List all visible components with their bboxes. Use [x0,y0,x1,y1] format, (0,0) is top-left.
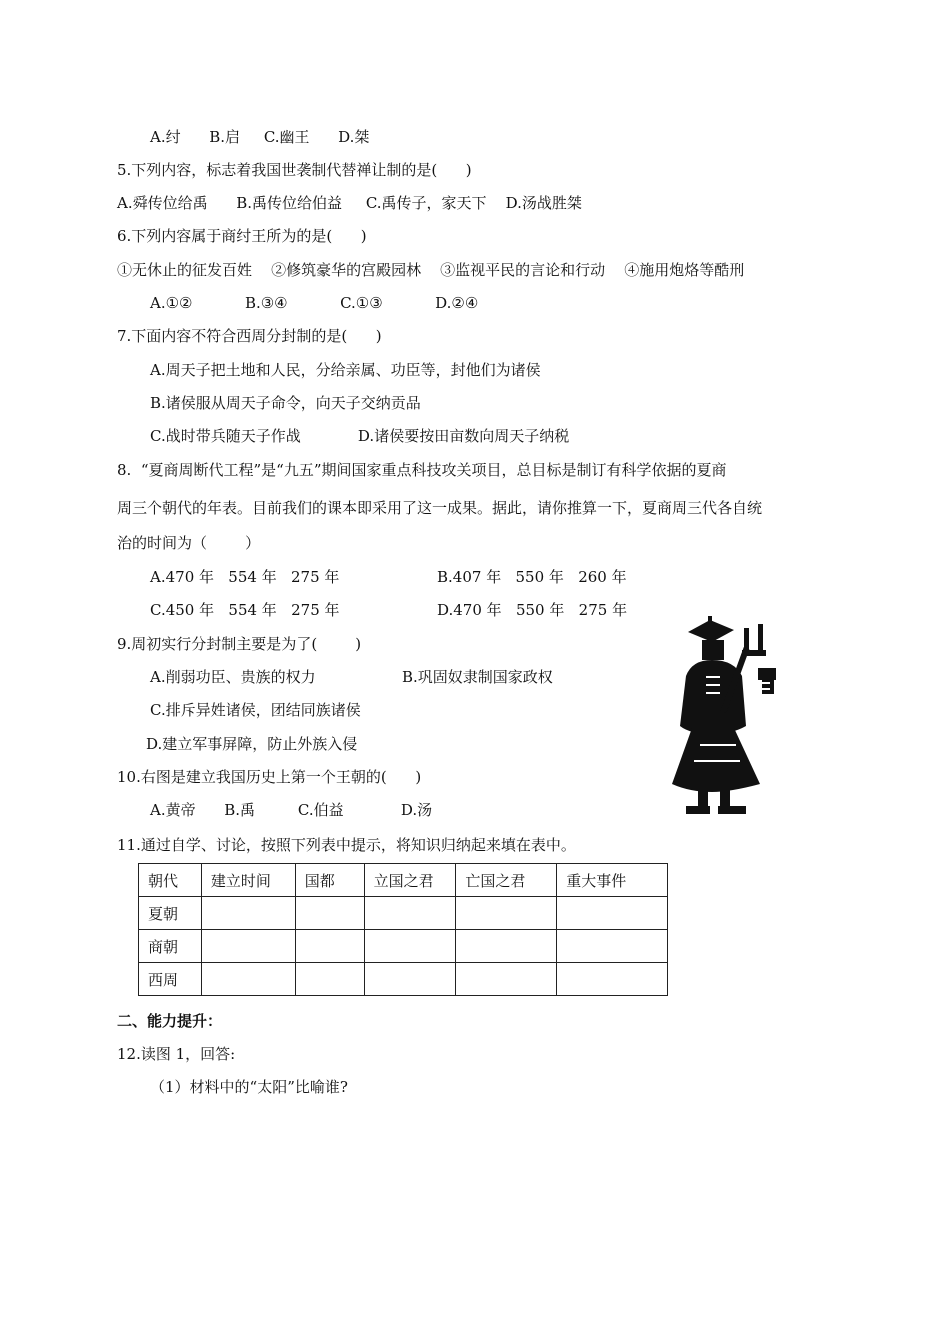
q10-options: A.黄帝 B.禹 C.伯益 D.汤 [150,801,433,819]
answer-cell[interactable] [201,930,295,963]
header-cell: 立国之君 [364,864,456,897]
table-row [139,897,668,930]
dynasty-summary-table [138,863,668,996]
q9-option-d: D.建立军事屏障，防止外族入侵 [146,735,358,753]
answer-cell[interactable] [364,930,456,963]
q8-line1: 8. “夏商周断代工程”是“九五”期间国家重点科技攻关项目，总目标是制订有科学依据的夏商 [117,461,727,479]
q12-stem: 12.读图 1，回答: [117,1045,236,1063]
q7-stem: 7.下面内容不符合西周分封制的是( ) [117,327,382,345]
q12-sub1: （1）材料中的“太阳”比喻谁? [150,1078,348,1096]
answer-cell[interactable] [364,963,456,996]
q8-option-b: B.407 年 550 年 260 年 [437,568,627,586]
q9-option-a: A.削弱功臣、贵族的权力 [150,668,316,686]
q9-stem: 9.周初实行分封制主要是为了( ) [117,635,362,653]
table-header-row [139,864,668,897]
q9-option-c: C.排斥异姓诸侯，团结同族诸侯 [150,701,361,719]
answer-cell[interactable] [295,963,364,996]
table-row [139,963,668,996]
answer-cell[interactable] [201,963,295,996]
answer-cell[interactable] [557,963,668,996]
answer-cell[interactable] [557,930,668,963]
header-cell: 亡国之君 [456,864,557,897]
answer-cell[interactable] [456,963,557,996]
q5-options: A.舜传位给禹 B.禹传位给伯益 C.禹传子，家天下 D.汤战胜桀 [117,194,582,212]
header-cell: 建立时间 [201,864,295,897]
q10-stem: 10.右图是建立我国历史上第一个王朝的( ) [117,768,422,786]
q7-option-a: A.周天子把土地和人民，分给亲属、功臣等，封他们为诸侯 [150,361,541,379]
q9-option-b: B.巩固奴隶制国家政权 [402,668,553,686]
dynasty-cell: 西周 [139,963,202,996]
q8-option-d: D.470 年 550 年 275 年 [437,601,628,619]
dynasty-cell: 夏朝 [139,897,202,930]
q8-line2: 周三个朝代的年表。目前我们的课本即采用了这一成果。据此，请你推算一下，夏商周三代各自统 [117,499,763,517]
table-row [139,930,668,963]
q11-stem: 11.通过自学、讨论，按照下列表中提示，将知识归纳起来填在表中。 [117,836,576,854]
q7-options-cd: C.战时带兵随天子作战 D.诸侯要按田亩数向周天子纳税 [150,427,570,445]
q4-options: A.纣 B.启 C.幽王 D.桀 [150,128,370,146]
answer-cell[interactable] [295,930,364,963]
q6-options: A.①② B.③④ C.①③ D.②④ [150,294,479,312]
answer-cell[interactable] [456,930,557,963]
answer-cell[interactable] [295,897,364,930]
header-cell: 重大事件 [557,864,668,897]
q5-stem: 5.下列内容，标志着我国世袭制代替禅让制的是( ) [117,161,472,179]
answer-cell[interactable] [364,897,456,930]
q8-option-a: A.470 年 554 年 275 年 [150,568,340,586]
header-cell: 国都 [295,864,364,897]
dynasty-cell: 商朝 [139,930,202,963]
q8-line3: 治的时间为（ ） [117,534,261,552]
answer-cell[interactable] [557,897,668,930]
q6-items: ①无休止的征发百姓 ②修筑豪华的宫殿园林 ③监视平民的言论和行动 ④施用炮烙等酷刑 [117,261,745,279]
section-heading-ability: 二、能力提升： [117,1012,223,1030]
answer-cell[interactable] [201,897,295,930]
header-cell: 朝代 [139,864,202,897]
king-yu-figure [672,616,790,816]
q6-stem: 6.下列内容属于商纣王所为的是( ) [117,227,367,245]
answer-cell[interactable] [456,897,557,930]
q7-option-b: B.诸侯服从周天子命令，向天子交纳贡品 [150,394,421,412]
q8-option-c: C.450 年 554 年 275 年 [150,601,340,619]
